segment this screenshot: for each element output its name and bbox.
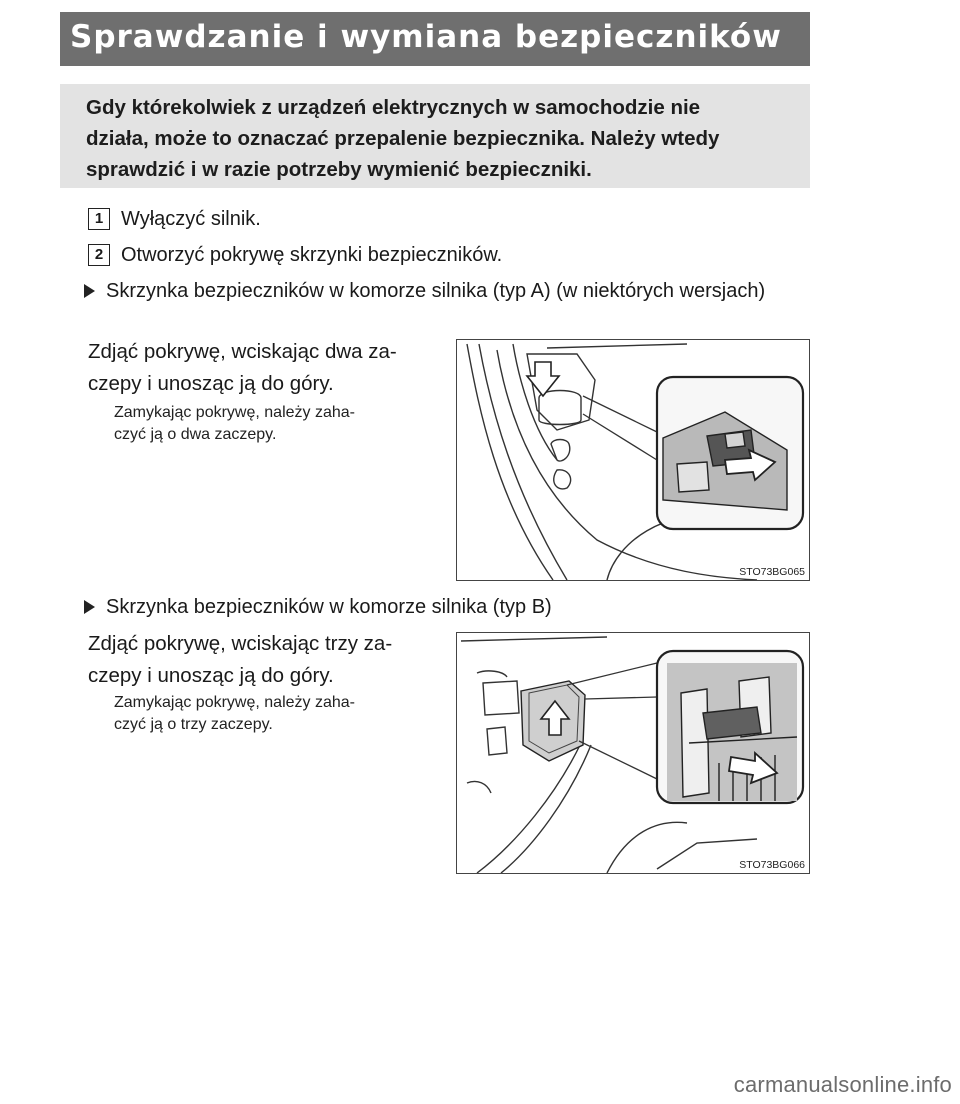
step-2 [88, 242, 502, 268]
figure-fuse-box-type-a [456, 339, 810, 581]
bullet-type-a [84, 278, 812, 304]
triangle-bullet-icon [84, 600, 95, 614]
step-text: Otworzyć pokrywę skrzynki bezpieczników. [121, 244, 503, 266]
note-line: Zamykając pokrywę, należy zaha- [114, 404, 355, 421]
figure-fuse-box-type-b [456, 632, 810, 874]
figure-code: STO73BG066 [739, 859, 805, 871]
step-1 [88, 206, 261, 232]
step-number: 2 [88, 244, 110, 266]
instruction-line: Zdjąć pokrywę, wciskając trzy za- [88, 632, 393, 655]
page-title: Sprawdzanie i wymiana bezpieczników [70, 19, 782, 55]
step-text: Wyłączyć silnik. [121, 208, 261, 230]
instruction-type-b [88, 628, 438, 692]
intro-box [60, 84, 810, 188]
step-number: 1 [88, 208, 110, 230]
bullet-type-b [84, 594, 812, 620]
fuse-box-type-b-illustration [457, 633, 810, 874]
note-line: Zamykając pokrywę, należy zaha- [114, 694, 355, 711]
note-type-b [114, 692, 444, 736]
intro-line: działa, może to oznaczać przepalenie bezpiecznika. Należy wtedy [86, 127, 720, 150]
instruction-line: Zdjąć pokrywę, wciskając dwa za- [88, 340, 397, 363]
watermark-text: carmanualsonline.info [733, 1072, 952, 1097]
section-title-bar [60, 12, 810, 66]
note-type-a [114, 402, 444, 446]
instruction-line: czepy i unosząc ją do góry. [88, 664, 334, 687]
bullet-text: Skrzynka bezpieczników w komorze silnika (typ A) (w niektórych wersjach) [106, 280, 766, 302]
intro-line: sprawdzić i w razie potrzeby wymienić bezpieczniki. [86, 158, 592, 181]
note-line: czyć ją o trzy zaczepy. [114, 716, 273, 733]
triangle-bullet-icon [84, 284, 95, 298]
instruction-type-a [88, 336, 438, 400]
intro-line: Gdy którekolwiek z urządzeń elektrycznych w samochodzie nie [86, 96, 701, 119]
fuse-box-type-a-illustration [457, 340, 810, 581]
figure-code: STO73BG065 [739, 566, 805, 578]
bullet-text: Skrzynka bezpieczników w komorze silnika (typ B) [106, 596, 552, 618]
note-line: czyć ją o dwa zaczepy. [114, 426, 277, 443]
instruction-line: czepy i unosząc ją do góry. [88, 372, 334, 395]
